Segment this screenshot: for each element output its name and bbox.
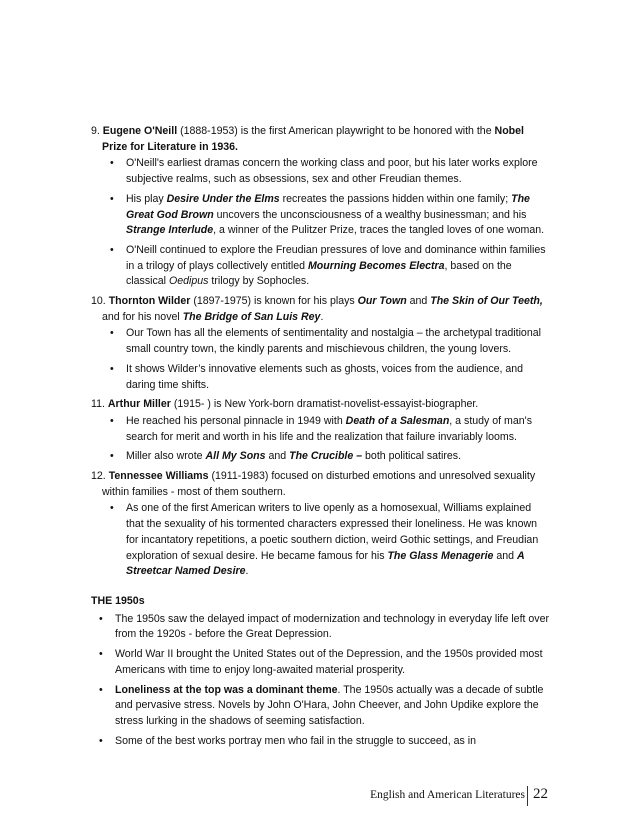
text-run: Mourning Becomes Electra <box>307 259 445 272</box>
text-run: Some of the best works portray men who fail in the struggle to succeed, as in <box>115 734 476 747</box>
item-heading <box>91 469 551 500</box>
text-run <box>430 295 543 307</box>
text-run: and for his novel <box>102 310 183 323</box>
text-run <box>167 193 280 205</box>
bullet-icon: • <box>110 243 114 256</box>
text-run <box>182 310 324 323</box>
text-run: trilogy by Sophocles. <box>208 275 310 288</box>
item-heading <box>91 294 551 325</box>
text-run: (1897-1975) is known for his plays <box>190 295 358 308</box>
text-run: Nobel Prize for Literature in 1936. <box>102 125 524 153</box>
bullet-item <box>102 156 551 187</box>
bullet-list <box>102 501 551 580</box>
item-number: 9. <box>91 125 100 137</box>
bullet-item <box>102 243 551 290</box>
item-heading <box>91 397 551 413</box>
text-run: and <box>265 450 290 463</box>
text-run: His play <box>126 192 167 205</box>
text-run: The Skin of Our Teeth, <box>430 295 543 308</box>
text-run: As one of the first American writers to live openly as a homosexual, Williams explained that the sexuality of his tormented characters expressed their loneliness. He was known for incantatory repetitions, a poetic southern diction, weird Gothic settings, and Freudian exploration of sexual desire. He became famous for his <box>126 502 539 562</box>
bullet-icon: • <box>110 362 114 375</box>
bullet-item <box>102 326 551 357</box>
text-run: Strange Interlude <box>126 224 214 237</box>
text-run: Death of a Salesman <box>345 414 450 427</box>
item-number: 10. <box>91 295 106 308</box>
item-heading <box>91 124 551 155</box>
bullet-icon: • <box>110 414 114 427</box>
bullet-list <box>102 414 551 465</box>
text-run: Desire Under the Elms <box>166 192 280 205</box>
bullet-icon: • <box>99 734 103 747</box>
text-run <box>387 550 493 562</box>
text-run: The Great God Brown <box>126 192 530 221</box>
text-run: both political satires. <box>362 450 462 463</box>
text-run: The Bridge of San Luis Rey <box>182 310 321 323</box>
text-run: World War II brought the United States out of the Depression, and the 1950s provided most Americans with time to enjoy long-awaited material prosperity. <box>115 648 543 676</box>
numbered-item <box>91 397 551 465</box>
page-number: 22 <box>533 786 548 802</box>
bullet-item <box>102 362 551 393</box>
text-run <box>126 224 213 236</box>
text-run: A Streetcar Named Desire <box>126 549 525 578</box>
numbered-item <box>91 294 551 393</box>
text-run: O'Neill continued to explore the Freudian pressures of love and dominance within families in a trilogy of plays collectively entitled <box>126 243 546 272</box>
text-run: (1911-1983) focused on disturbed emotions and unresolved sexuality within families - most of them southern. <box>102 470 536 498</box>
bullet-icon: • <box>110 450 114 463</box>
text-run: Tennessee Williams <box>108 470 209 483</box>
bullet-list <box>91 612 551 750</box>
text-run <box>358 295 407 307</box>
text-run: O'Neill's earliest dramas concern the working class and poor, but his later works explore subjective realms, such as obsessions, sex and other Freudian themes. <box>126 157 538 186</box>
text-run: He reached his personal pinnacle in 1949 with <box>126 414 346 427</box>
bullet-item <box>102 501 551 580</box>
bullet-item <box>102 192 551 239</box>
bullet-list <box>102 156 551 290</box>
section-body <box>91 612 551 750</box>
bullet-icon: • <box>110 157 114 170</box>
bullet-icon: • <box>99 648 103 661</box>
bullet-item <box>91 734 551 750</box>
text-run: (1888-1953) is the first American playwright to be honored with the <box>177 125 495 137</box>
text-run: . <box>320 310 324 323</box>
numbered-item <box>91 124 551 290</box>
text-run: . The 1950s actually was a decade of subtle and pervasive stress. Novels by John O'Hara, John Cheever, and John Updike explore the stress lurking in the shadows of seeming satisfaction. <box>115 683 544 727</box>
text-run: It shows Wilder’s innovative elements such as ghosts, voices from the audience, and daring time shifts. <box>126 362 524 391</box>
text-run: Arthur Miller <box>107 398 171 411</box>
text-run: , a winner of the Pulitzer Prize, traces the tangled loves of one woman. <box>213 224 545 237</box>
text-run: recreates the passions hidden within one family; <box>279 192 512 205</box>
text-run <box>205 450 265 462</box>
text-run: All My Sons <box>205 450 266 463</box>
text-run: uncovers the unconsciousness of a wealthy businessman; and his <box>213 208 527 221</box>
text-run: The Glass Menagerie <box>387 549 494 562</box>
text-run: Thornton Wilder <box>108 295 191 308</box>
text-run: The 1950s saw the delayed impact of modernization and technology in everyday life left over from the 1920s - before the Great Depression. <box>115 612 550 641</box>
section-heading: THE 1950s <box>91 594 145 607</box>
text-run: and <box>406 295 431 308</box>
text-run: , based on the classical <box>126 259 512 288</box>
text-run <box>346 415 450 427</box>
bullet-icon: • <box>110 502 114 515</box>
page-footer <box>0 786 638 806</box>
text-run: Our Town has all the elements of sentimentality and nostalgia – the archetypal traditional small country town, the kindly parents and mischievous children, the young lovers. <box>126 327 541 356</box>
text-run: . <box>245 565 249 578</box>
item-number: 11. <box>91 398 105 411</box>
text-run <box>289 450 362 462</box>
text-run: Loneliness at the top was a dominant theme <box>115 683 338 696</box>
bullet-item <box>91 612 551 643</box>
bullet-icon: • <box>110 192 114 205</box>
text-run: , a study of man's search for merit and worth in his life and the realization that failure invariably looms. <box>126 414 532 443</box>
text-run: The Crucible – <box>289 450 363 463</box>
text-run: (1915- ) is New York-born dramatist-novelist-essayist-biographer. <box>170 398 479 411</box>
text-run <box>308 260 445 272</box>
numbered-item <box>91 469 551 580</box>
text-run: Eugene O'Neill <box>102 125 178 137</box>
text-run: Our Town <box>357 295 407 308</box>
bullet-item <box>91 647 551 678</box>
bullet-icon: • <box>99 683 103 696</box>
bullet-icon: • <box>110 327 114 340</box>
footer-divider <box>527 786 528 806</box>
item-number: 12. <box>91 470 106 483</box>
bullet-item <box>91 683 551 730</box>
footer-title: English and American Literatures <box>370 789 525 801</box>
bullet-item <box>102 414 551 445</box>
bullet-icon: • <box>99 612 103 625</box>
document-body <box>91 124 551 753</box>
text-run: Miller also wrote <box>126 450 206 463</box>
bullet-item <box>102 449 551 465</box>
text-run: and <box>493 549 517 562</box>
bullet-list <box>102 326 551 393</box>
text-run: Oedipus <box>168 275 209 288</box>
